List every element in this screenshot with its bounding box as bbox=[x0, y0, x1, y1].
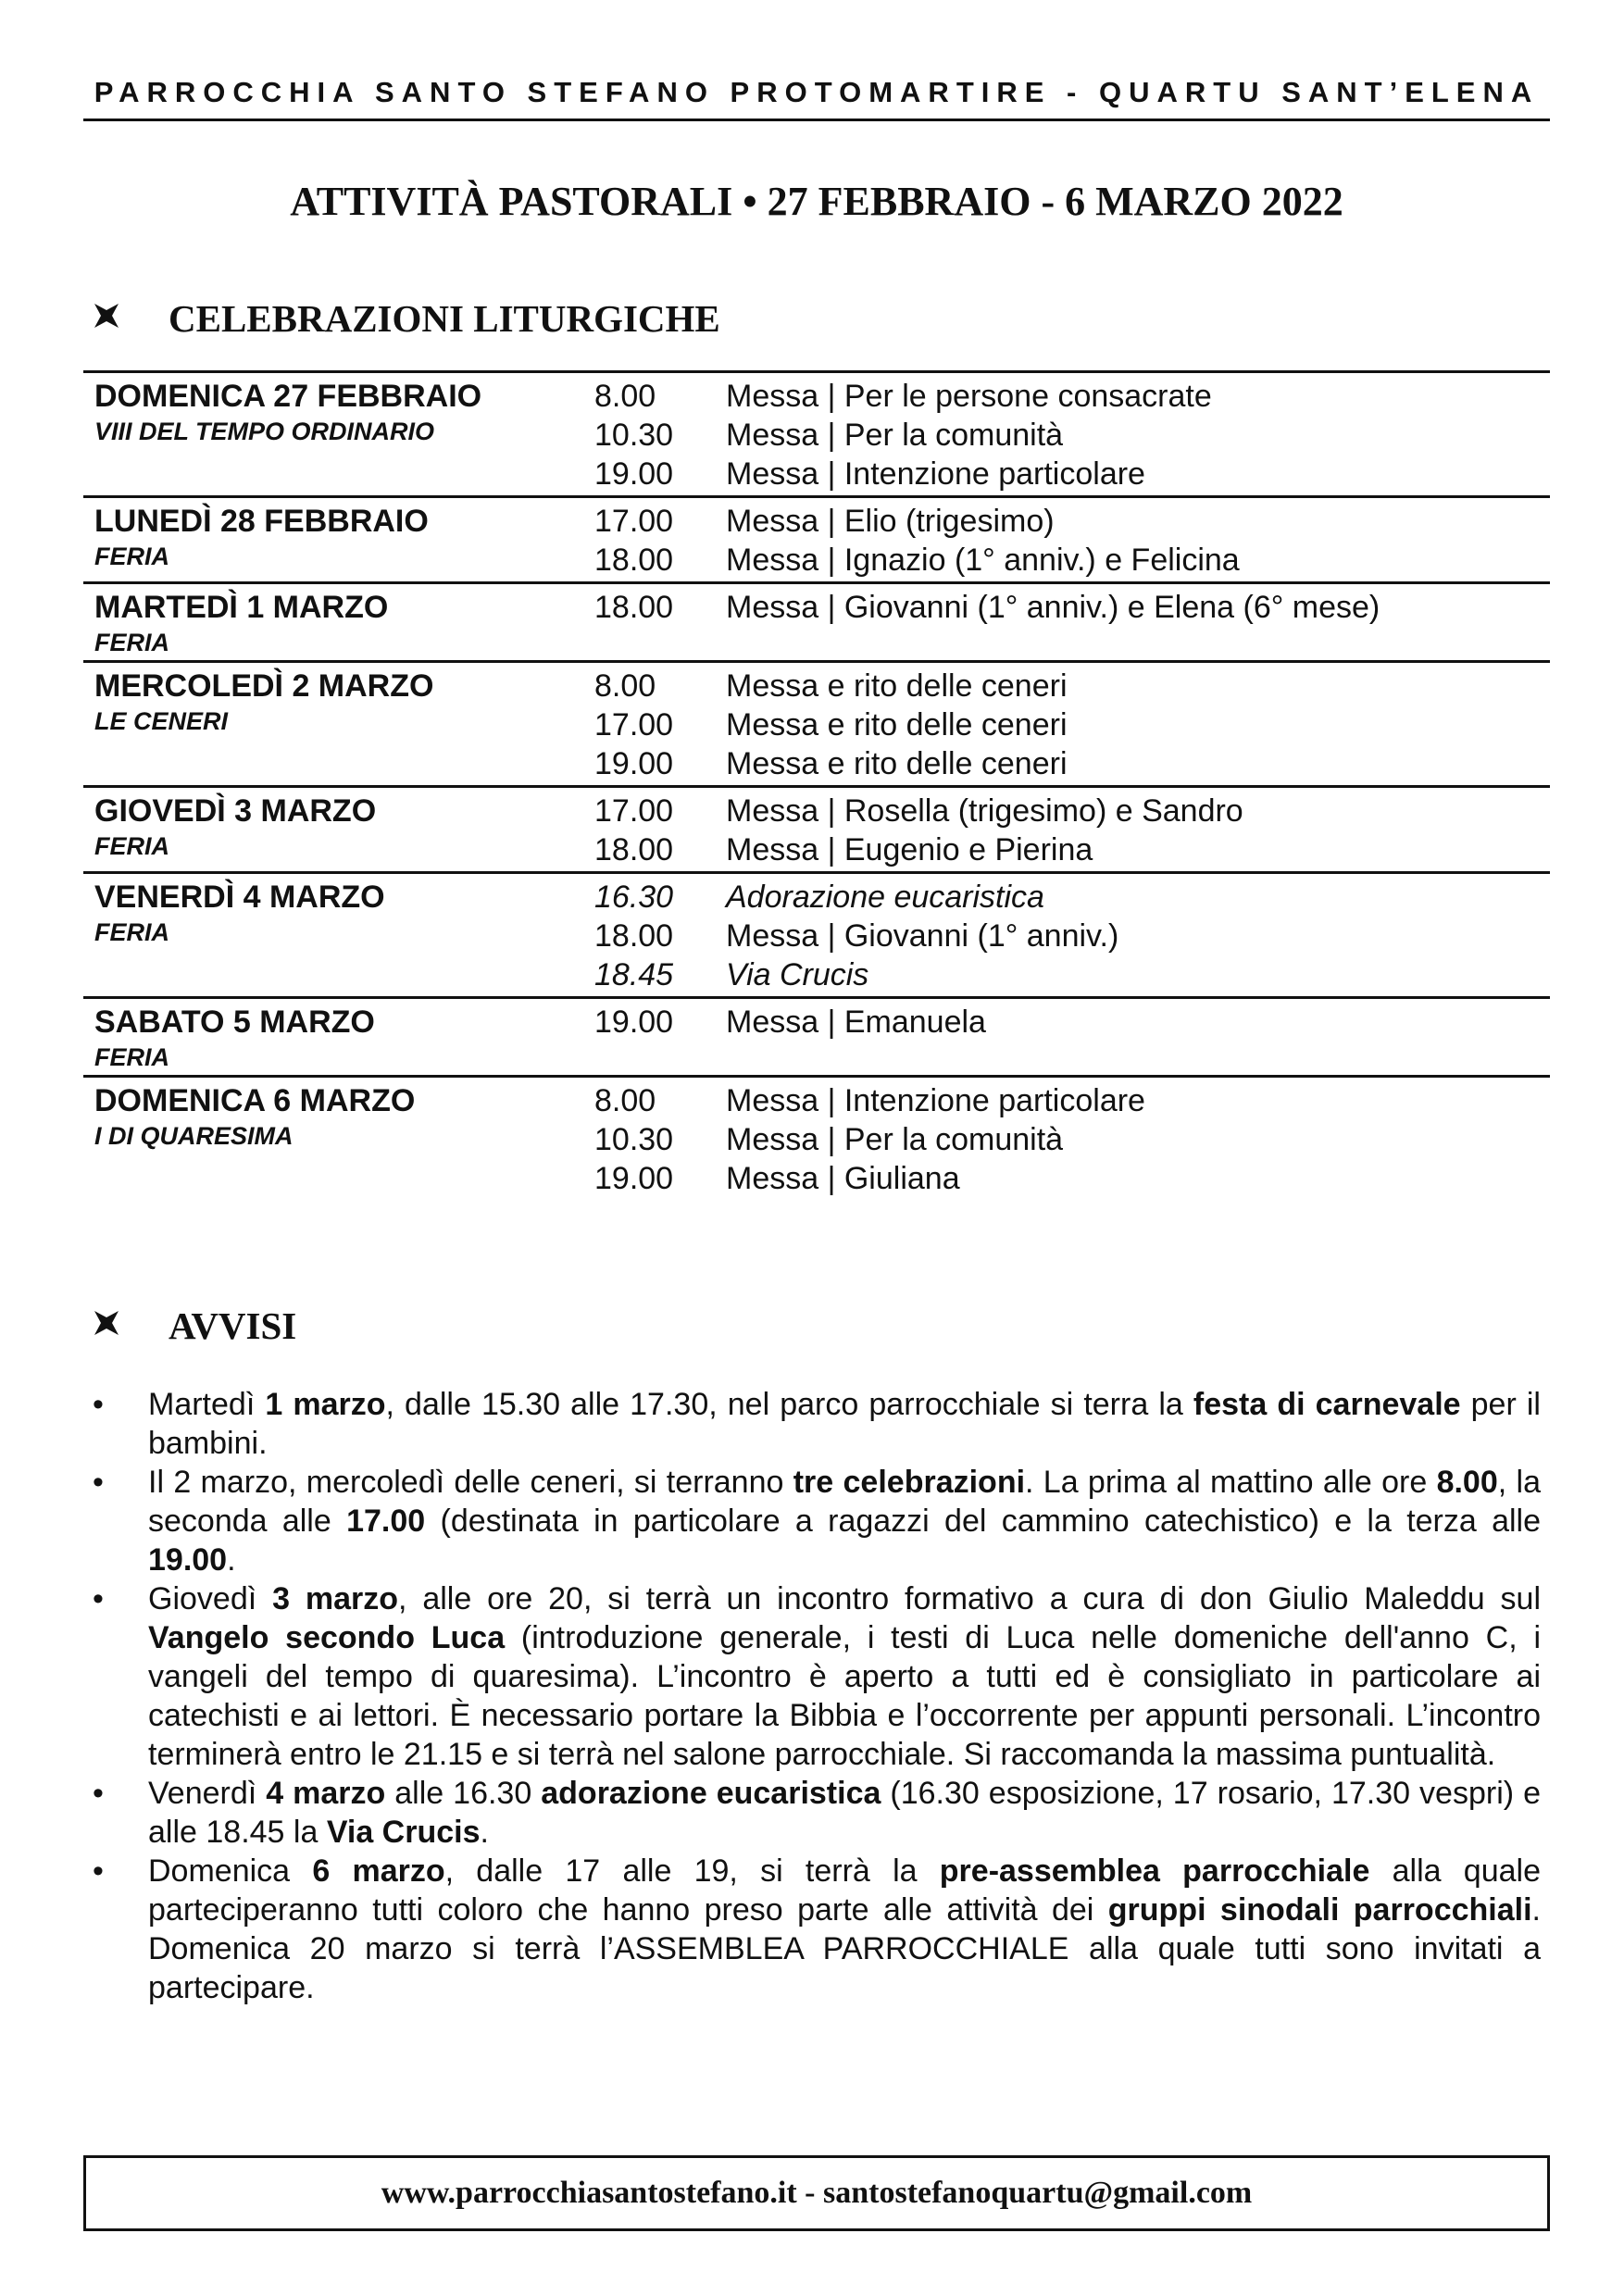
schedule-entry bbox=[594, 377, 1550, 416]
notice-text: , dalle 17 alle 19, si terrà la bbox=[444, 1853, 940, 1889]
notice-emphasis: 17.00 bbox=[346, 1504, 426, 1539]
entry-time: 18.00 bbox=[594, 832, 674, 867]
entry-time: 19.00 bbox=[594, 456, 674, 492]
parish-name: PARROCCHIA SANTO STEFANO PROTOMARTIRE - QUARTU SANT’ELENA bbox=[94, 76, 1540, 108]
bullet-icon: • bbox=[93, 1465, 104, 1500]
schedule-entry bbox=[594, 955, 1550, 994]
day-name: VENERDÌ 4 MARZO bbox=[94, 880, 385, 915]
entry-description: Messa | Per le persone consacrate bbox=[726, 379, 1212, 414]
schedule-entry bbox=[594, 917, 1550, 955]
bullet-icon: • bbox=[93, 1581, 104, 1616]
schedule-day-row bbox=[83, 1075, 1550, 1200]
notice-text: Martedì bbox=[148, 1387, 266, 1422]
entry-time: 18.00 bbox=[594, 590, 674, 625]
entry-description: Messa | Emanuela bbox=[726, 1004, 986, 1040]
notice-text: Il 2 marzo, mercoledì delle ceneri, si terranno bbox=[148, 1465, 793, 1500]
schedule-entry bbox=[594, 878, 1550, 917]
schedule-entry bbox=[594, 792, 1550, 830]
notice-item bbox=[89, 1852, 1541, 2007]
notice-text: per il bambini. bbox=[148, 1387, 1541, 1461]
day-liturgical-note: FERIA bbox=[94, 832, 169, 860]
day-liturgical-note: FERIA bbox=[94, 918, 169, 946]
day-label-cell bbox=[83, 377, 594, 493]
notice-item bbox=[89, 1385, 1541, 1463]
schedule-entry bbox=[594, 1159, 1550, 1198]
section-notices-heading bbox=[93, 1304, 296, 1348]
entry-time: 18.45 bbox=[594, 957, 674, 992]
notice-emphasis: Via Crucis bbox=[326, 1815, 481, 1850]
four-point-star-icon bbox=[93, 1309, 126, 1342]
notice-emphasis: adorazione eucaristica bbox=[541, 1776, 881, 1811]
schedule-entry bbox=[594, 1081, 1550, 1120]
notice-text: . bbox=[480, 1815, 489, 1850]
footer-contact-box bbox=[83, 2155, 1550, 2231]
entry-time: 19.00 bbox=[594, 746, 674, 781]
notice-item bbox=[89, 1463, 1541, 1579]
notice-text: , la seconda alle bbox=[148, 1465, 1541, 1539]
notice-text: . Domenica 20 marzo si terrà l’ASSEMBLEA PARROCCHIALE alla quale tutti sono invitati a partecipare. bbox=[148, 1892, 1541, 2005]
schedule-entry bbox=[594, 830, 1550, 869]
schedule-day-row bbox=[83, 495, 1550, 581]
entry-time: 10.30 bbox=[594, 1122, 674, 1157]
day-liturgical-note: VIII DEL TEMPO ORDINARIO bbox=[94, 418, 435, 445]
day-name: GIOVEDÌ 3 MARZO bbox=[94, 793, 377, 829]
notice-emphasis: 8.00 bbox=[1436, 1465, 1498, 1500]
day-label-cell bbox=[83, 667, 594, 783]
section-title: AVVISI bbox=[169, 1304, 297, 1347]
schedule-day-row bbox=[83, 996, 1550, 1075]
entry-time: 19.00 bbox=[594, 1161, 674, 1196]
day-name: LUNEDÌ 28 FEBBRAIO bbox=[94, 504, 429, 539]
day-entries bbox=[594, 377, 1550, 493]
schedule-entry bbox=[594, 502, 1550, 541]
entry-description: Adorazione eucaristica bbox=[726, 880, 1044, 915]
day-liturgical-note: FERIA bbox=[94, 1043, 169, 1071]
celebrations-schedule bbox=[83, 370, 1550, 1200]
schedule-entry bbox=[594, 541, 1550, 580]
schedule-entry bbox=[594, 667, 1550, 705]
notice-text: (destinata in particolare a ragazzi del cammino catechistico) e la terza alle bbox=[425, 1504, 1542, 1539]
entry-time: 8.00 bbox=[594, 668, 656, 704]
entry-time: 17.00 bbox=[594, 504, 674, 539]
entry-description: Messa | Elio (trigesimo) bbox=[726, 504, 1055, 539]
entry-description: Messa | Intenzione particolare bbox=[726, 1083, 1145, 1118]
entry-description: Via Crucis bbox=[726, 957, 869, 992]
schedule-day-row bbox=[83, 370, 1550, 495]
day-entries bbox=[594, 878, 1550, 994]
day-liturgical-note: I DI QUARESIMA bbox=[94, 1122, 294, 1150]
entry-time: 19.00 bbox=[594, 1004, 674, 1040]
notice-emphasis: 19.00 bbox=[148, 1542, 228, 1578]
notice-text: alla quale parteciperanno tutti coloro che hanno preso parte alle attività dei bbox=[148, 1853, 1541, 1928]
day-entries bbox=[594, 1003, 1550, 1073]
four-point-star-icon bbox=[93, 302, 126, 335]
entry-time: 8.00 bbox=[594, 379, 656, 414]
day-name: SABATO 5 MARZO bbox=[94, 1004, 375, 1040]
notice-text: , dalle 15.30 alle 17.30, nel parco parrocchiale si terra la bbox=[385, 1387, 1193, 1422]
entry-description: Messa | Giovanni (1° anniv.) e Elena (6° mese) bbox=[726, 590, 1380, 625]
entry-description: Messa | Giovanni (1° anniv.) bbox=[726, 918, 1119, 954]
schedule-entry bbox=[594, 1120, 1550, 1159]
day-liturgical-note: LE CENERI bbox=[94, 707, 229, 735]
page-title: ATTIVITÀ PASTORALI • 27 FEBBRAIO - 6 MARZO 2022 bbox=[290, 179, 1343, 224]
entry-time: 17.00 bbox=[594, 707, 674, 742]
entry-description: Messa | Rosella (trigesimo) e Sandro bbox=[726, 793, 1243, 829]
notice-text: alle 16.30 bbox=[385, 1776, 542, 1811]
schedule-entry bbox=[594, 744, 1550, 783]
notice-emphasis: gruppi sinodali parrocchiali bbox=[1107, 1892, 1532, 1928]
entry-description: Messa e rito delle ceneri bbox=[726, 746, 1068, 781]
day-label-cell bbox=[83, 792, 594, 869]
notice-text: , alle ore 20, si terrà un incontro formativo a cura di don Giulio Maleddu sul bbox=[398, 1581, 1542, 1616]
schedule-entry bbox=[594, 705, 1550, 744]
notices-list bbox=[89, 1385, 1541, 2007]
notice-item bbox=[89, 1579, 1541, 1774]
entry-description: Messa | Ignazio (1° anniv.) e Felicina bbox=[726, 543, 1240, 578]
notice-emphasis: 1 marzo bbox=[265, 1387, 386, 1422]
entry-time: 16.30 bbox=[594, 880, 674, 915]
entry-time: 8.00 bbox=[594, 1083, 656, 1118]
day-label-cell bbox=[83, 878, 594, 994]
footer-contact: www.parrocchiasantostefano.it - santostefanoquartu@gmail.com bbox=[381, 2176, 1253, 2210]
header-divider bbox=[83, 119, 1550, 121]
schedule-entry bbox=[594, 416, 1550, 455]
entry-description: Messa | Intenzione particolare bbox=[726, 456, 1145, 492]
notice-text: . bbox=[227, 1542, 236, 1578]
schedule-day-row bbox=[83, 581, 1550, 660]
day-name: DOMENICA 27 FEBBRAIO bbox=[94, 379, 482, 414]
day-label-cell bbox=[83, 1003, 594, 1073]
notice-text: (16.30 esposizione, 17 rosario, 17.30 vespri) e alle 18.45 la bbox=[148, 1776, 1541, 1850]
section-celebrations-heading bbox=[93, 296, 720, 341]
entry-time: 10.30 bbox=[594, 418, 674, 453]
entry-description: Messa | Per la comunità bbox=[726, 418, 1064, 453]
day-name: MARTEDÌ 1 MARZO bbox=[94, 590, 389, 625]
notice-emphasis: 6 marzo bbox=[312, 1853, 445, 1889]
day-liturgical-note: FERIA bbox=[94, 629, 169, 656]
day-entries bbox=[594, 588, 1550, 658]
bullet-icon: • bbox=[93, 1853, 104, 1889]
day-name: MERCOLEDÌ 2 MARZO bbox=[94, 668, 434, 704]
bullet-icon: • bbox=[93, 1776, 104, 1811]
day-name: DOMENICA 6 MARZO bbox=[94, 1083, 416, 1118]
day-entries bbox=[594, 1081, 1550, 1198]
entry-time: 18.00 bbox=[594, 918, 674, 954]
notice-item bbox=[89, 1774, 1541, 1852]
entry-description: Messa | Giuliana bbox=[726, 1161, 960, 1196]
entry-time: 18.00 bbox=[594, 543, 674, 578]
notice-text: Giovedì bbox=[148, 1581, 273, 1616]
notice-emphasis: pre-assemblea parrocchiale bbox=[939, 1853, 1370, 1889]
entry-time: 17.00 bbox=[594, 793, 674, 829]
day-entries bbox=[594, 502, 1550, 580]
entry-description: Messa | Eugenio e Pierina bbox=[726, 832, 1093, 867]
notice-text: Domenica bbox=[148, 1853, 313, 1889]
day-entries bbox=[594, 667, 1550, 783]
schedule-day-row bbox=[83, 871, 1550, 996]
entry-description: Messa e rito delle ceneri bbox=[726, 668, 1068, 704]
notice-emphasis: 3 marzo bbox=[272, 1581, 398, 1616]
bullet-icon: • bbox=[93, 1387, 104, 1422]
section-title: CELEBRAZIONI LITURGICHE bbox=[169, 297, 720, 340]
day-label-cell bbox=[83, 502, 594, 580]
day-entries bbox=[594, 792, 1550, 869]
notice-text: (introduzione generale, i testi di Luca nelle domeniche dell'anno C, i vangeli del tempo di quaresima). L’incontro è aperto a tutti ed è consigliato in particolare ai catechisti e ai lettori. È necessario portare la Bibbia e l’occorrente per appunti personali. L’incontro terminerà entro le 21.15 e si terrà nel salone parrocchiale. Si raccomanda la massima puntualità. bbox=[148, 1620, 1541, 1772]
day-label-cell bbox=[83, 1081, 594, 1198]
entry-description: Messa | Per la comunità bbox=[726, 1122, 1064, 1157]
schedule-entry bbox=[594, 588, 1550, 627]
notice-emphasis: festa di carnevale bbox=[1193, 1387, 1461, 1422]
schedule-entry bbox=[594, 455, 1550, 493]
notice-emphasis: 4 marzo bbox=[266, 1776, 386, 1811]
day-label-cell bbox=[83, 588, 594, 658]
schedule-day-row bbox=[83, 785, 1550, 871]
notice-emphasis: tre celebrazioni bbox=[793, 1465, 1026, 1500]
schedule-entry bbox=[594, 1003, 1550, 1042]
schedule-day-row bbox=[83, 660, 1550, 785]
notice-text: Venerdì bbox=[148, 1776, 267, 1811]
day-liturgical-note: FERIA bbox=[94, 543, 169, 570]
notice-text: . La prima al mattino alle ore bbox=[1025, 1465, 1437, 1500]
entry-description: Messa e rito delle ceneri bbox=[726, 707, 1068, 742]
notice-emphasis: Vangelo secondo Luca bbox=[148, 1620, 506, 1655]
